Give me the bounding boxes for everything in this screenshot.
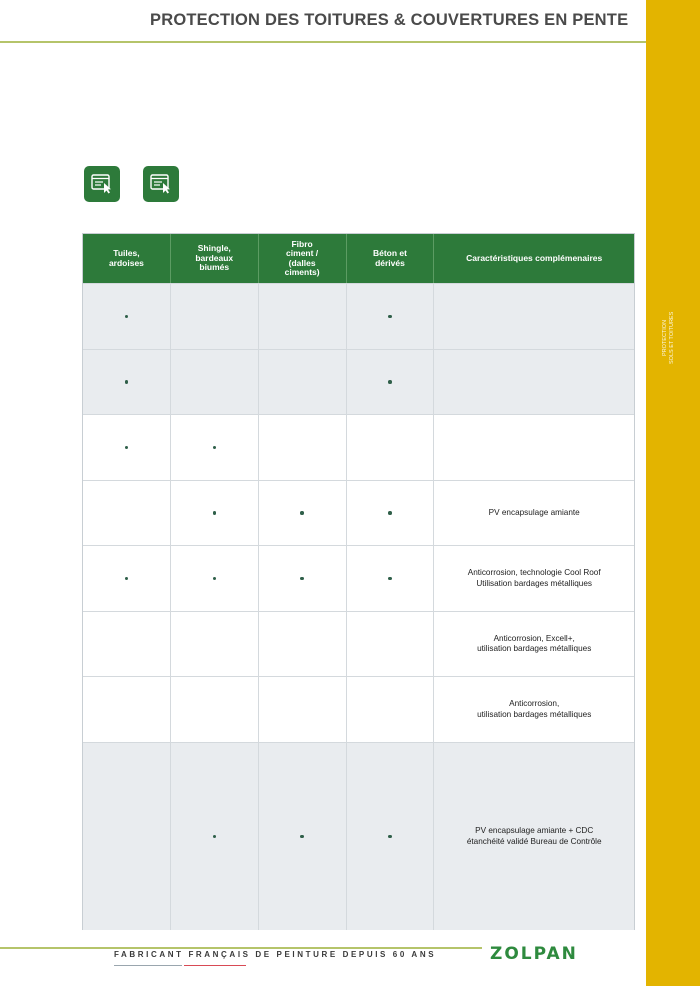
- side-band: [646, 0, 700, 986]
- check-dot: [388, 511, 392, 515]
- table-cell: [83, 481, 171, 545]
- check-dot: [213, 511, 217, 515]
- web-form-icon: [91, 174, 113, 194]
- characteristics-text: Anticorrosion, utilisation bardages métalliques: [477, 699, 592, 719]
- header-divider: [0, 41, 646, 43]
- web-form-button[interactable]: [84, 166, 120, 202]
- table-cell: [347, 415, 435, 480]
- characteristics-text: Anticorrosion, Excell+, utilisation bardages métalliques: [477, 633, 592, 653]
- table-row: [83, 611, 634, 676]
- footer-tagline: FABRICANT FRANÇAIS DE PEINTURE DEPUIS 60 ANS: [114, 950, 437, 959]
- table-cell: [347, 612, 435, 676]
- table-cell: [171, 743, 259, 930]
- table-cell-note: [434, 612, 634, 676]
- table-cell: [259, 612, 347, 676]
- table-row: [83, 676, 634, 742]
- compatibility-table: [82, 233, 635, 930]
- table-cell: [347, 546, 435, 611]
- table-cell-note: [434, 546, 634, 611]
- check-dot: [388, 315, 392, 319]
- table-row: [83, 414, 634, 480]
- check-dot: [388, 380, 392, 384]
- characteristics-text: Anticorrosion, technologie Cool Roof Utilisation bardages métalliques: [467, 568, 601, 588]
- table-cell: [171, 481, 259, 545]
- table-cell: [347, 350, 435, 414]
- table-row: [83, 480, 634, 545]
- table-cell: [171, 546, 259, 611]
- table-cell: [171, 612, 259, 676]
- column-header-shingle: Shingle, bardeaux biumés: [171, 234, 259, 283]
- check-dot: [125, 315, 129, 319]
- check-dot: [213, 577, 217, 581]
- table-row: [83, 283, 634, 349]
- column-header-tiles: Tuiles, ardoises: [83, 234, 171, 283]
- table-cell: [83, 350, 171, 414]
- page-title: PROTECTION DES TOITURES & COUVERTURES EN PENTE: [150, 11, 629, 29]
- table-cell: [259, 677, 347, 742]
- characteristics-text: PV encapsulage amiante + CDC étanchéité validé Bureau de Contrôle: [466, 826, 602, 846]
- table-cell: [259, 481, 347, 545]
- check-dot: [125, 380, 129, 384]
- check-dot: [125, 577, 129, 581]
- footer-accent-line: [184, 965, 246, 966]
- column-header-concrete: Béton et dérivés: [347, 234, 435, 283]
- table-cell: [171, 415, 259, 480]
- table-cell-note: [434, 677, 634, 742]
- brand-logo: ZOLPAN: [490, 944, 578, 964]
- table-cell-note: [434, 481, 634, 545]
- table-cell: [83, 612, 171, 676]
- column-header-fibro: Fibro ciment / (dalles ciments): [259, 234, 347, 283]
- check-dot: [125, 446, 129, 450]
- table-cell-note: [434, 415, 634, 480]
- table-header: [83, 234, 634, 283]
- table-cell: [83, 743, 171, 930]
- table-cell: [171, 284, 259, 349]
- section-label: PROTECTION SOLS ET TOITURES: [662, 311, 675, 365]
- table-cell: [259, 415, 347, 480]
- footer-accent-line: [114, 965, 182, 966]
- table-cell: [347, 677, 435, 742]
- table-cell: [259, 743, 347, 930]
- web-form-icon: [150, 174, 172, 194]
- table-cell: [259, 350, 347, 414]
- table-body: [83, 283, 634, 930]
- table-cell: [83, 284, 171, 349]
- table-cell: [259, 284, 347, 349]
- characteristics-text: PV encapsulage amiante: [488, 507, 580, 517]
- footer-divider: [0, 947, 482, 949]
- check-dot: [213, 835, 217, 839]
- check-dot: [388, 835, 392, 839]
- table-row: [83, 545, 634, 611]
- check-dot: [388, 577, 392, 581]
- check-dot: [300, 511, 304, 515]
- table-cell: [347, 481, 435, 545]
- table-cell: [347, 284, 435, 349]
- check-dot: [300, 577, 304, 581]
- check-dot: [213, 446, 217, 450]
- table-cell-note: [434, 350, 634, 414]
- table-cell: [259, 546, 347, 611]
- table-row: [83, 349, 634, 414]
- table-cell: [83, 415, 171, 480]
- web-form-button[interactable]: [143, 166, 179, 202]
- table-cell-note: [434, 743, 634, 930]
- table-cell: [171, 350, 259, 414]
- table-row: [83, 742, 634, 930]
- table-cell: [83, 546, 171, 611]
- table-cell: [83, 677, 171, 742]
- table-cell-note: [434, 284, 634, 349]
- table-cell: [171, 677, 259, 742]
- check-dot: [300, 835, 304, 839]
- table-cell: [347, 743, 435, 930]
- column-header-characteristics: Caractéristiques complémenaires: [466, 252, 603, 263]
